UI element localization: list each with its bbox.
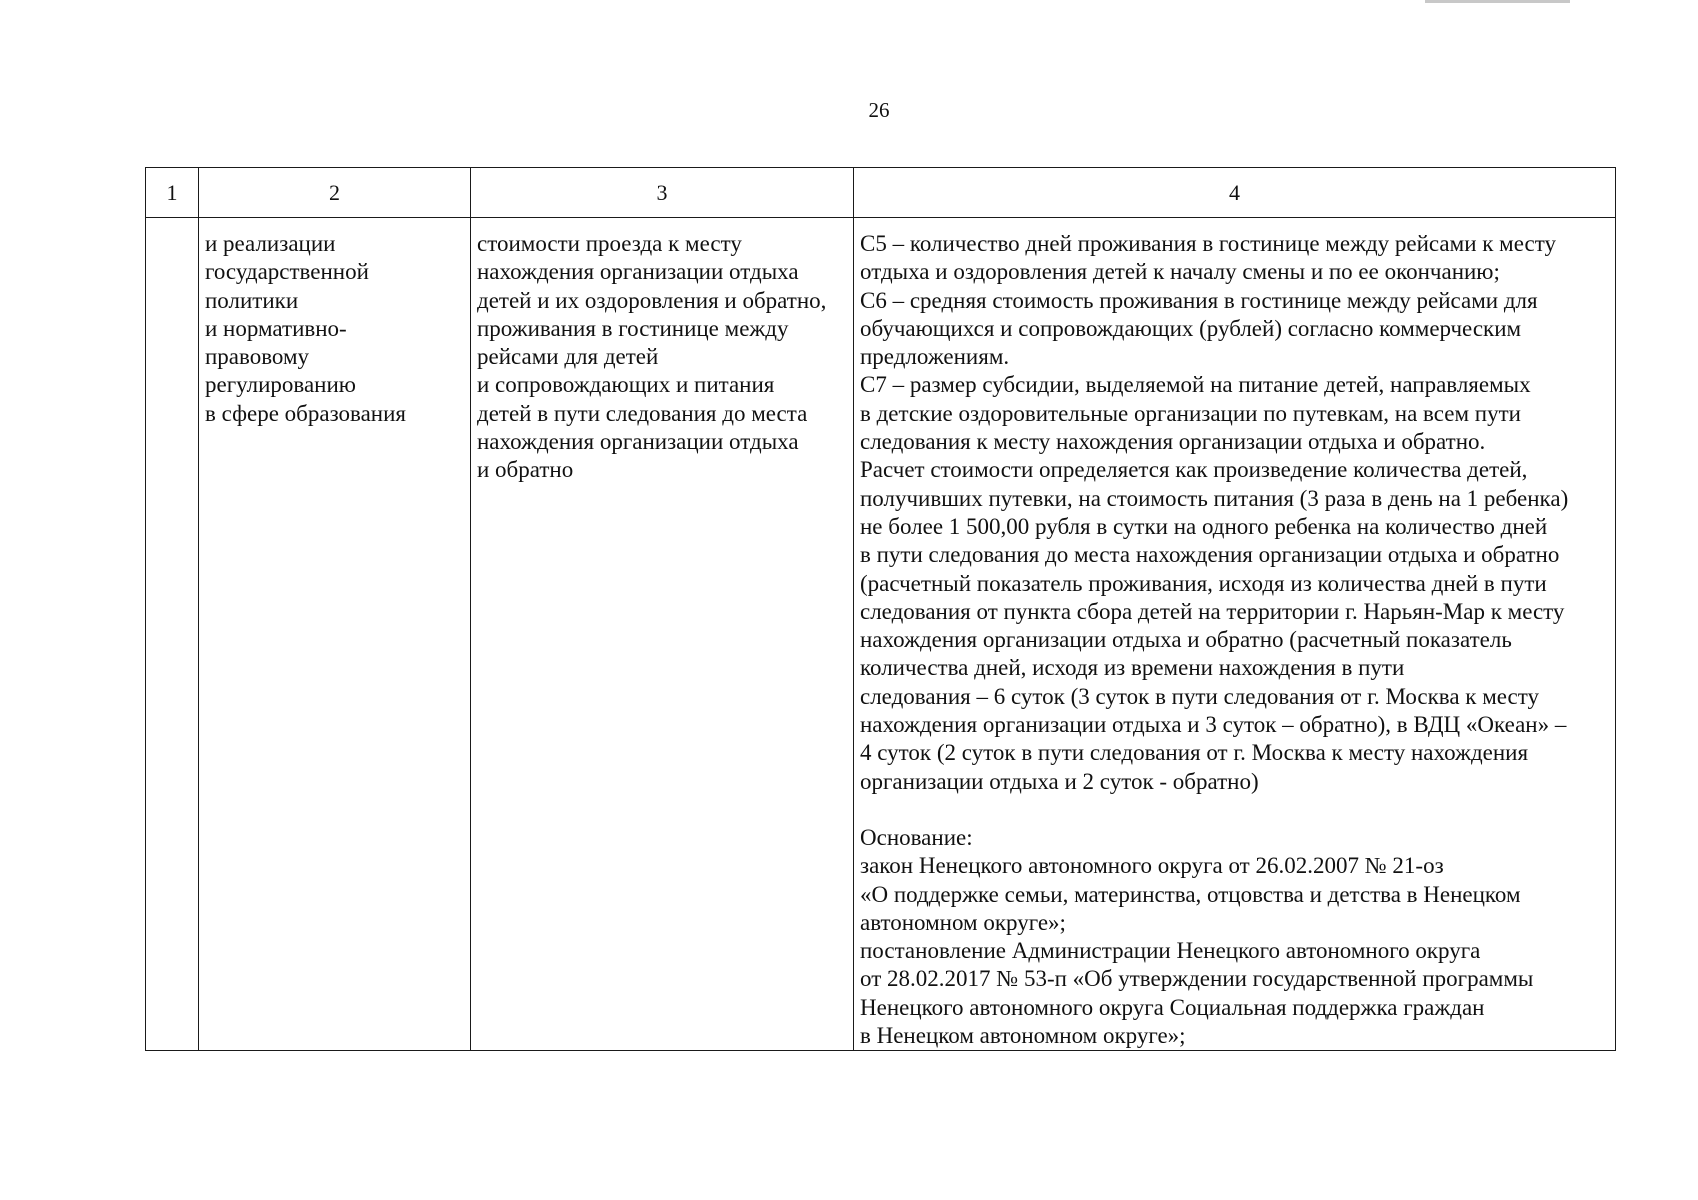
text-line: не более 1 500,00 рубля в сутки на одного ребенка на количество дней — [860, 513, 1548, 539]
text-line: количества дней, исходя из времени нахождения в пути — [860, 655, 1405, 681]
text-line: организации отдыха и 2 суток - обратно) — [860, 768, 1259, 794]
text-line: 4 суток (2 суток в пути следования от г. Москва к месту нахождения — [860, 740, 1529, 766]
text-line: и сопровождающих и питания — [477, 372, 775, 398]
main-table — [145, 167, 1616, 1051]
text-line: нахождения организации отдыха — [477, 259, 799, 285]
cell-col-3 — [471, 218, 854, 1051]
cell-col-1-text — [146, 218, 198, 230]
text-line: Расчет стоимости определяется как произведение количества детей, — [860, 457, 1528, 483]
basis-heading: Основание: — [860, 824, 973, 850]
text-line: правовому — [205, 344, 310, 370]
text-line: постановление Администрации Ненецкого автономного округа — [860, 938, 1481, 964]
text-line: рейсами для детей — [477, 344, 659, 370]
paragraph-gap — [860, 796, 1613, 824]
text-line: следования – 6 суток (3 суток в пути следования от г. Москва к месту — [860, 683, 1540, 709]
text-line: государственной — [205, 259, 369, 285]
text-line: нахождения организации отдыха — [477, 429, 799, 455]
text-line: С5 – количество дней проживания в гостинице между рейсами к месту — [860, 231, 1556, 256]
text-line: С6 – средняя стоимость проживания в гостинице между рейсами для — [860, 287, 1538, 313]
text-line: отдыха и оздоровления детей к началу смены и по ее окончанию; — [860, 259, 1500, 285]
text-line: закон Ненецкого автономного округа от 26.02.2007 № 21-оз — [860, 853, 1444, 879]
text-line: нахождения организации отдыха и обратно (расчетный показатель — [860, 627, 1512, 653]
text-line: нахождения организации отдыха и 3 суток – обратно), в ВДЦ «Океан» – — [860, 712, 1567, 738]
cell-col-4 — [854, 218, 1616, 1051]
text-line: проживания в гостинице между — [477, 315, 789, 341]
cell-col-2 — [199, 218, 471, 1051]
table-row — [146, 218, 1616, 1051]
cell-col-3-text — [471, 218, 853, 485]
text-line: в Ненецком автономном округе»; — [860, 1023, 1186, 1049]
text-line: обучающихся и сопровождающих (рублей) согласно коммерческим — [860, 315, 1522, 341]
text-line: (расчетный показатель проживания, исходя из количества дней в пути — [860, 570, 1547, 596]
scan-edge-mark — [1425, 0, 1570, 10]
text-line: следования от пункта сбора детей на территории г. Нарьян-Мар к месту — [860, 598, 1565, 624]
text-line: в детские оздоровительные организации по путевкам, на всем пути — [860, 400, 1521, 426]
text-line: детей в пути следования до места — [477, 400, 808, 426]
text-line: от 28.02.2017 № 53-п «Об утверждении государственной программы — [860, 966, 1534, 992]
cell-col-4-text — [854, 218, 1615, 1050]
text-line: «О поддержке семьи, материнства, отцовства и детства в Ненецком — [860, 881, 1521, 907]
header-col-3: 3 — [471, 168, 854, 218]
header-col-2: 2 — [199, 168, 471, 218]
text-line: и реализации — [205, 231, 336, 256]
page-number: 26 — [868, 98, 890, 122]
text-line: автономном округе»; — [860, 909, 1066, 935]
text-line: Ненецкого автономного округа Социальная поддержка граждан — [860, 994, 1485, 1020]
text-line: стоимости проезда к месту — [477, 231, 742, 256]
text-line: и нормативно- — [205, 315, 347, 341]
text-line: предложениям. — [860, 344, 1010, 370]
header-col-4: 4 — [854, 168, 1616, 218]
text-line: политики — [205, 287, 299, 313]
text-line: регулированию — [205, 372, 356, 398]
cell-col-2-text — [199, 218, 470, 428]
text-line: и обратно — [477, 457, 574, 483]
text-line: в пути следования до места нахождения организации отдыха и обратно — [860, 542, 1560, 568]
text-line: получивших путевки, на стоимость питания (3 раза в день на 1 ребенка) — [860, 485, 1569, 511]
header-col-1: 1 — [146, 168, 199, 218]
header-row — [146, 168, 1616, 218]
cell-col-1 — [146, 218, 199, 1051]
text-line: следования к месту нахождения организации отдыха и обратно. — [860, 429, 1486, 455]
text-line: С7 – размер субсидии, выделяемой на питание детей, направляемых — [860, 372, 1531, 398]
text-line: детей и их оздоровления и обратно, — [477, 287, 827, 313]
text-line: в сфере образования — [205, 400, 406, 426]
